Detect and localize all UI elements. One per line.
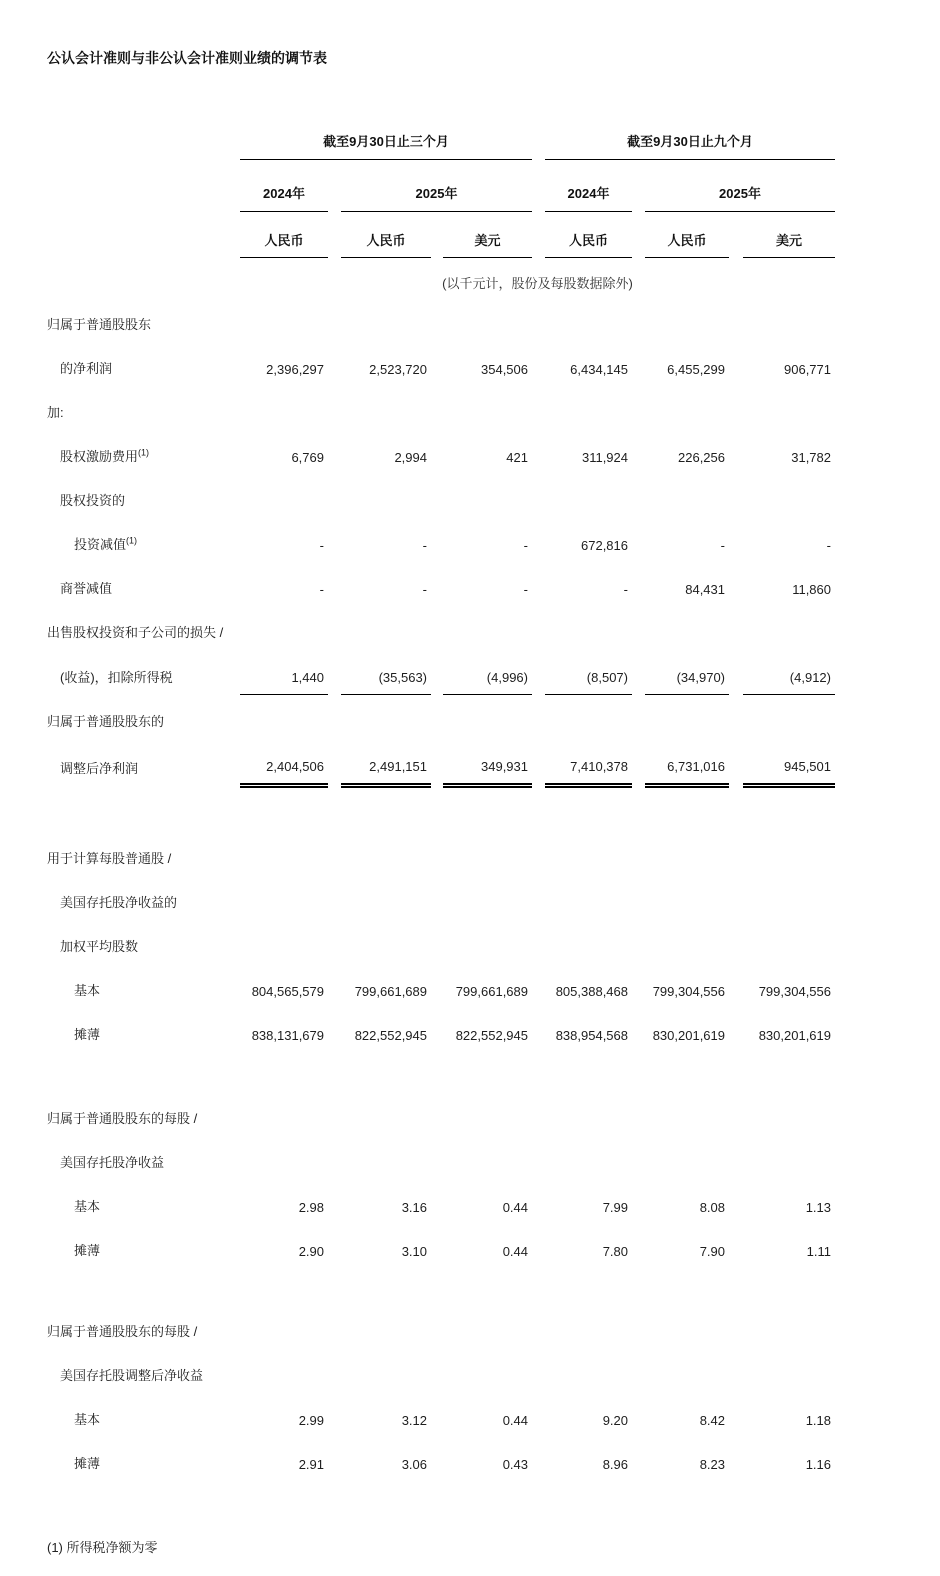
- value-cell: 822,552,945: [455, 1028, 528, 1043]
- period-header-row: [47, 104, 835, 160]
- currency-header: 人民币: [341, 212, 431, 258]
- spacer-cell: [328, 1008, 341, 1052]
- table-row: [47, 650, 835, 695]
- value-cell: 805,388,468: [555, 984, 628, 999]
- spacer-cell: [632, 342, 645, 386]
- table-row: [47, 1349, 835, 1393]
- value-cell: 8.42: [699, 1413, 725, 1428]
- empty-cell: [47, 212, 240, 258]
- value-cell: 421: [506, 450, 528, 465]
- spacer-cell: [431, 1437, 443, 1481]
- value-cell: (4,912): [743, 650, 835, 695]
- footnote-marker: (1): [138, 447, 150, 458]
- spacer-cell: [729, 212, 743, 258]
- spacer-cell: [328, 964, 341, 1008]
- spacer-cell: [431, 430, 443, 474]
- row-label: 归属于普通股股东的每股 /: [47, 1324, 198, 1339]
- spacer-cell: [632, 1008, 645, 1052]
- value-cell: 0.43: [502, 1457, 528, 1472]
- year-header: 2025年: [645, 160, 835, 212]
- spacer-cell: [632, 160, 645, 212]
- table-row: [47, 474, 835, 518]
- row-label: 摊薄: [74, 1027, 101, 1042]
- table-row: [47, 876, 835, 920]
- row-label: (收益)，扣除所得税: [60, 669, 173, 685]
- table-row: [47, 562, 835, 606]
- table-row: [47, 1393, 835, 1437]
- spacer-cell: [632, 1180, 645, 1224]
- spacer-cell: [632, 430, 645, 474]
- empty-cell: [47, 258, 240, 299]
- table-row: [47, 1180, 835, 1224]
- spacer-cell: [328, 212, 341, 258]
- table-row: [47, 386, 835, 430]
- footnote-marker: (1): [126, 535, 138, 546]
- spacer-cell: [729, 964, 743, 1008]
- value-cell: -: [523, 582, 528, 597]
- year-header-row: [47, 160, 835, 212]
- year-header: 2024年: [240, 160, 328, 212]
- spacer-cell: [328, 739, 341, 786]
- row-label: 用于计算每股普通股 /: [47, 851, 172, 866]
- currency-header: 人民币: [545, 212, 632, 258]
- value-cell: (4,996): [443, 650, 532, 695]
- row-label: 出售股权投资和子公司的损失 /: [47, 625, 224, 640]
- spacer-cell: [632, 650, 645, 695]
- row-label: 美国存托股净收益的: [60, 895, 178, 910]
- spacer-cell: [328, 342, 341, 386]
- row-label: 商誉减值: [60, 581, 113, 596]
- row-label: 股权投资的: [60, 493, 126, 508]
- table-row: [47, 695, 835, 740]
- spacer-cell: [431, 739, 443, 786]
- value-cell: 9.20: [602, 1413, 628, 1428]
- value-cell: 2.91: [298, 1457, 324, 1472]
- value-cell: 311,924: [581, 450, 628, 465]
- row-label: 加:: [47, 405, 64, 420]
- value-cell: 349,931: [443, 739, 532, 786]
- spacer-cell: [328, 1180, 341, 1224]
- spacer-cell: [729, 1008, 743, 1052]
- row-label: 摊薄: [74, 1243, 101, 1258]
- value-cell: 7.80: [602, 1244, 628, 1259]
- spacer-cell: [431, 1224, 443, 1268]
- value-cell: 672,816: [581, 538, 628, 553]
- spacer-cell: [632, 964, 645, 1008]
- spacer-cell: [532, 518, 545, 562]
- value-cell: 1.13: [805, 1200, 831, 1215]
- spacer-cell: [632, 739, 645, 786]
- table-row: [47, 1437, 835, 1481]
- spacer-cell: [532, 562, 545, 606]
- value-cell: 7.99: [602, 1200, 628, 1215]
- value-cell: 6,434,145: [570, 362, 628, 377]
- table-row: [47, 1224, 835, 1268]
- spacer-cell: [532, 1180, 545, 1224]
- table-row: [47, 1305, 835, 1349]
- empty-cell: [47, 104, 240, 160]
- spacer-cell: [328, 650, 341, 695]
- spacer-cell: [431, 342, 443, 386]
- value-cell: 799,661,689: [455, 984, 528, 999]
- spacer-cell: [328, 430, 341, 474]
- value-cell: 2,491,151: [341, 739, 431, 786]
- spacer-cell: [532, 1437, 545, 1481]
- row-label: 归属于普通股股东的每股 /: [47, 1111, 198, 1126]
- spacer-cell: [431, 650, 443, 695]
- value-cell: -: [422, 538, 427, 553]
- table-row: [47, 832, 835, 876]
- spacer-cell: [328, 1393, 341, 1437]
- row-label: 美国存托股净收益: [60, 1155, 165, 1170]
- spacer-cell: [532, 1008, 545, 1052]
- row-label: 归属于普通股股东: [47, 317, 152, 332]
- value-cell: 2.90: [298, 1244, 324, 1259]
- period-header-nine-months: 截至9月30日止九个月: [545, 104, 835, 160]
- spacer-cell: [532, 104, 545, 160]
- currency-header: 美元: [743, 212, 835, 258]
- spacer-cell: [532, 964, 545, 1008]
- table-row: [47, 920, 835, 964]
- value-cell: 31,782: [791, 450, 831, 465]
- value-cell: 7.90: [699, 1244, 725, 1259]
- value-cell: 0.44: [502, 1244, 528, 1259]
- spacer-cell: [632, 518, 645, 562]
- value-cell: -: [319, 538, 324, 553]
- value-cell: 1.18: [805, 1413, 831, 1428]
- spacer-cell: [532, 650, 545, 695]
- value-cell: 804,565,579: [251, 984, 324, 999]
- currency-header-row: [47, 212, 835, 258]
- spacer-cell: [729, 1180, 743, 1224]
- value-cell: 945,501: [743, 739, 835, 786]
- row-label-text: 投资减值: [74, 537, 127, 552]
- spacer-row: [47, 786, 835, 833]
- spacer-cell: [632, 212, 645, 258]
- spacer-cell: [632, 1224, 645, 1268]
- value-cell: 8.96: [602, 1457, 628, 1472]
- row-label-text: 股权激励费用: [60, 449, 139, 464]
- row-label: 摊薄: [74, 1456, 101, 1471]
- spacer-cell: [431, 1180, 443, 1224]
- value-cell: 3.16: [401, 1200, 427, 1215]
- value-cell: -: [422, 582, 427, 597]
- spacer-cell: [532, 342, 545, 386]
- spacer-cell: [632, 562, 645, 606]
- value-cell: 799,304,556: [758, 984, 831, 999]
- spacer-cell: [431, 562, 443, 606]
- table-row: [47, 518, 835, 562]
- spacer-cell: [532, 1224, 545, 1268]
- row-label: 归属于普通股股东的: [47, 714, 165, 729]
- spacer-cell: [729, 430, 743, 474]
- table-row: [47, 739, 835, 786]
- table-row: [47, 430, 835, 474]
- value-cell: -: [623, 582, 628, 597]
- footnote: (1) 所得税净额为零: [47, 1540, 158, 1555]
- value-cell: (34,970): [645, 650, 729, 695]
- spacer-cell: [632, 1393, 645, 1437]
- currency-header: 人民币: [240, 212, 328, 258]
- value-cell: 830,201,619: [758, 1028, 831, 1043]
- reconciliation-table: [47, 104, 835, 1481]
- value-cell: 2,396,297: [266, 362, 324, 377]
- value-cell: 354,506: [481, 362, 528, 377]
- value-cell: 6,455,299: [667, 362, 725, 377]
- spacer-cell: [431, 212, 443, 258]
- row-label: [47, 518, 240, 562]
- spacer-row: [47, 1268, 835, 1305]
- value-cell: 6,769: [291, 450, 324, 465]
- row-label: 调整后净利润: [60, 760, 139, 776]
- spacer-cell: [431, 518, 443, 562]
- spacer-cell: [729, 342, 743, 386]
- spacer-cell: [328, 518, 341, 562]
- row-label: 美国存托股调整后净收益: [60, 1368, 204, 1383]
- spacer-cell: [328, 562, 341, 606]
- value-cell: 1.16: [805, 1457, 831, 1472]
- spacer-cell: [328, 1224, 341, 1268]
- spacer-cell: [532, 430, 545, 474]
- row-label: 的净利润: [60, 361, 113, 376]
- spacer-cell: [729, 739, 743, 786]
- row-label: 基本: [74, 1412, 101, 1427]
- value-cell: 830,201,619: [652, 1028, 725, 1043]
- value-cell: 2,404,506: [240, 739, 328, 786]
- value-cell: 799,661,689: [354, 984, 427, 999]
- table-row: [47, 298, 835, 342]
- row-label: 基本: [74, 983, 101, 998]
- year-header: 2025年: [341, 160, 532, 212]
- spacer-cell: [532, 1393, 545, 1437]
- unit-note-row: [47, 258, 835, 299]
- spacer-cell: [532, 739, 545, 786]
- spacer-row: [47, 1052, 835, 1092]
- table-row: [47, 1136, 835, 1180]
- value-cell: 3.06: [401, 1457, 427, 1472]
- value-cell: 8.08: [699, 1200, 725, 1215]
- value-cell: 84,431: [685, 582, 725, 597]
- currency-header: 人民币: [645, 212, 729, 258]
- value-cell: 3.12: [401, 1413, 427, 1428]
- spacer-cell: [729, 650, 743, 695]
- value-cell: 0.44: [502, 1200, 528, 1215]
- spacer-cell: [632, 1437, 645, 1481]
- value-cell: -: [826, 538, 831, 553]
- page-title: 公认会计准则与非公认会计准则业绩的调节表: [47, 50, 327, 66]
- table-row: [47, 342, 835, 386]
- value-cell: 2,994: [394, 450, 427, 465]
- spacer-cell: [328, 160, 341, 212]
- value-cell: -: [720, 538, 725, 553]
- empty-cell: [47, 160, 240, 212]
- spacer-cell: [729, 1393, 743, 1437]
- value-cell: 2.99: [298, 1413, 324, 1428]
- period-header-three-months: 截至9月30日止三个月: [240, 104, 532, 160]
- value-cell: 8.23: [699, 1457, 725, 1472]
- spacer-cell: [729, 1437, 743, 1481]
- row-label: 基本: [74, 1199, 101, 1214]
- value-cell: 838,131,679: [251, 1028, 324, 1043]
- row-label: 加权平均股数: [60, 939, 139, 954]
- unit-note: (以千元计，股份及每股数据除外): [442, 276, 633, 291]
- value-cell: 0.44: [502, 1413, 528, 1428]
- spacer-cell: [431, 1393, 443, 1437]
- spacer-cell: [431, 964, 443, 1008]
- value-cell: 7,410,378: [545, 739, 632, 786]
- year-header: 2024年: [545, 160, 632, 212]
- spacer-cell: [328, 1437, 341, 1481]
- value-cell: 2,523,720: [369, 362, 427, 377]
- spacer-cell: [431, 1008, 443, 1052]
- table-row: [47, 964, 835, 1008]
- spacer-cell: [729, 562, 743, 606]
- value-cell: -: [523, 538, 528, 553]
- value-cell: 2.98: [298, 1200, 324, 1215]
- table-row: [47, 1092, 835, 1136]
- row-label: [47, 430, 240, 474]
- spacer-cell: [532, 212, 545, 258]
- spacer-cell: [729, 518, 743, 562]
- value-cell: 226,256: [678, 450, 725, 465]
- spacer-cell: [729, 1224, 743, 1268]
- currency-header: 美元: [443, 212, 532, 258]
- spacer-cell: [532, 160, 545, 212]
- value-cell: 838,954,568: [555, 1028, 628, 1043]
- value-cell: 3.10: [401, 1244, 427, 1259]
- value-cell: 822,552,945: [354, 1028, 427, 1043]
- value-cell: 799,304,556: [652, 984, 725, 999]
- value-cell: 6,731,016: [645, 739, 729, 786]
- value-cell: -: [319, 582, 324, 597]
- table-row: [47, 606, 835, 650]
- value-cell: 11,860: [792, 582, 831, 597]
- value-cell: (8,507): [545, 650, 632, 695]
- value-cell: 1.11: [806, 1244, 831, 1259]
- value-cell: (35,563): [341, 650, 431, 695]
- table-row: [47, 1008, 835, 1052]
- value-cell: 906,771: [784, 362, 831, 377]
- value-cell: 1,440: [240, 650, 328, 695]
